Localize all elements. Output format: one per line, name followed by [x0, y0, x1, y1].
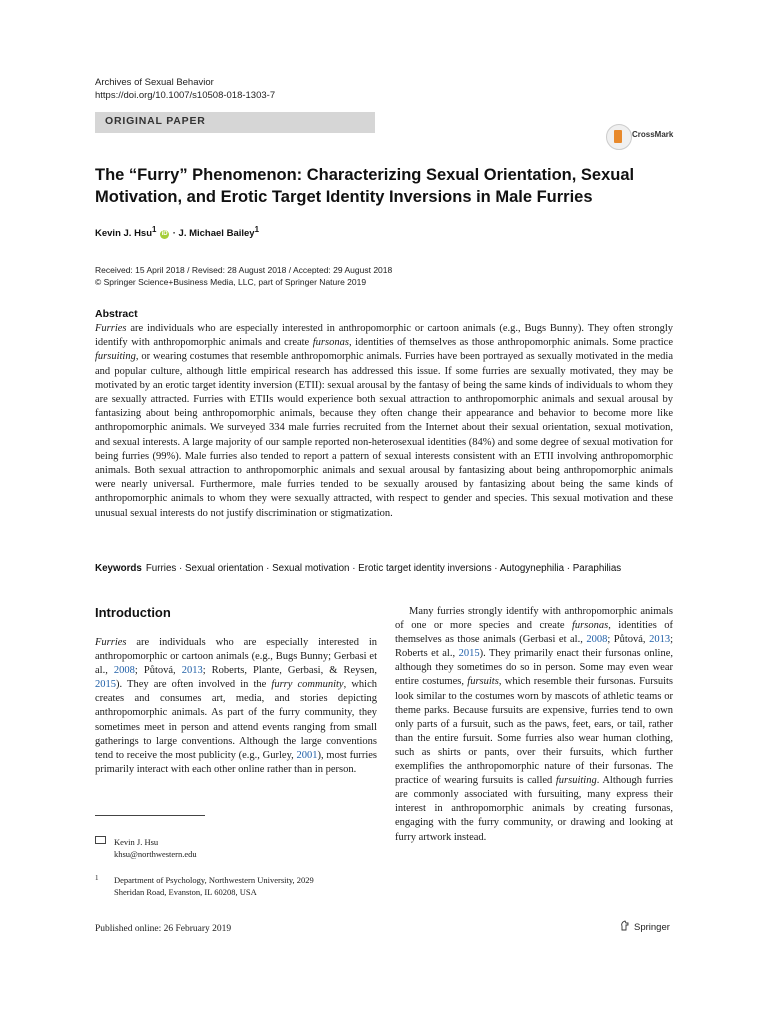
keywords-label: Keywords: [95, 563, 142, 574]
keywords-line: [95, 563, 695, 574]
corresponding-author: [95, 836, 197, 860]
affiliation-marker: 1: [152, 225, 157, 234]
term-fursonas: fursonas: [572, 620, 609, 632]
crossmark-label: CrossMark: [632, 130, 674, 139]
abstract-text: , or wearing costumes that resemble anthropomorphic animals. Furries have been portrayed as sexually motivated in the media and popular culture, although little empirical research has addressed this issue. If some furries are sexually motivated, they may be motivated by an erotic target identity inversion (ETII): sexual arousal by the fantasy of being the same kinds of individuals to whom they are sexually attracted. Furries with ETIIs would experience both sexual attraction to anthropomorphic animals and sexual arousal by fantasizing about being anthropomorphic animals, because they often change their appearance and behavior to become more like anthropomorphic animals. We surveyed 334 male furries recruited from the Internet about their sexual orientation, sexual motivation, and sexual interests. A large majority of our sample reported non-heterosexual identities (84%) and some degree of sexual motivation for being furries (99%). Male furries also tended to report a pattern of sexual interests consistent with an ETII involving anthropomorphic animals. Both sexual attraction to anthropomorphic animals and sexual arousal by fantasizing about being anthropomorphic animals were nearly universal. Furthermore, male furries tended to be sexually aroused by fantasizing about being the same kinds of anthropomorphic animals to whom they were sexually attracted, with respect to gender and species. This sexual motivation and these unusual sexual interests do not justify discrimination or stigmatization.: [95, 351, 673, 519]
affiliation-line: Sheridan Road, Evanston, IL 60208, USA: [114, 887, 257, 897]
author-list: [95, 225, 259, 239]
body-text: ). They are often involved in the: [116, 679, 272, 691]
body-text: are individuals who are especially interested in anthropomorphic or cartoon animals (e.g., Bugs Bunny; Gerbasi et al.,: [95, 637, 377, 677]
term-furries: Furries: [95, 637, 127, 648]
author-name[interactable]: Kevin J. Hsu: [95, 228, 153, 240]
citation-link[interactable]: 2008: [586, 634, 608, 646]
email-link[interactable]: khsu@northwestern.edu: [114, 849, 197, 859]
author-name[interactable]: J. Michael Bailey: [178, 228, 255, 240]
crossmark-badge[interactable]: [606, 124, 686, 150]
body-text: , which resemble their fursonas. Fursuits look similar to the costumes worn by mascots of athletic teams or theme parks. Because fursuits are expensive, furries tend to own only parts of a fursuit, such as the paws, feet, ears, or tail, rather than the entire fursuit. Some furries also wear human clothing, such as shirts or pants, over their fursuits, which further exemplifies the anthropomorphic nature of their fursonas. The practice of wearing fursuits is called: [395, 676, 673, 787]
corresponding-name: Kevin J. Hsu: [114, 837, 159, 847]
keywords-list: Furries · Sexual orientation · Sexual motivation · Erotic target identity inversions · Autogynephilia · Paraphilias: [145, 563, 622, 574]
body-text: ; Roberts, Plante, Gerbasi, & Reysen,: [202, 665, 378, 677]
body-text: Many furries strongly identify with anthropomorphic animals of one or more species and create: [395, 606, 673, 632]
citation-link[interactable]: 2013: [181, 665, 203, 677]
affiliation-footnote: [95, 872, 314, 898]
term-furry-community: furry community: [271, 679, 344, 691]
section-heading-introduction: Introduction: [95, 605, 171, 620]
affiliation-marker: 1: [254, 225, 259, 234]
affiliation-number: 1: [95, 874, 99, 882]
citation-link[interactable]: 2001: [296, 749, 318, 761]
publisher-name: Springer: [634, 922, 670, 933]
body-column-right: [395, 605, 673, 845]
abstract-text: are individuals who are especially interested in anthropomorphic or cartoon animals (e.g., Bugs Bunny). They often strongly identify with anthropomorphic animals and create: [95, 323, 673, 349]
doi-link[interactable]: https://doi.org/10.1007/s10508-018-1303-7: [95, 90, 276, 101]
footnote-divider: [95, 815, 205, 816]
article-title: The “Furry” Phenomenon: Characterizing Sexual Orientation, Sexual Motivation, and Erotic Target Identity Inversions in Male Furries: [95, 166, 635, 206]
journal-name: Archives of Sexual Behavior: [95, 77, 214, 88]
term-furries: Furries: [95, 323, 127, 334]
body-text: ; Roberts et al.,: [395, 634, 673, 660]
orcid-icon[interactable]: iD: [161, 231, 168, 238]
body-text: ). They primarily enact their fursonas online, although they sometimes do so in person. Some may even wear entire costumes,: [395, 648, 673, 688]
article-type-label: ORIGINAL PAPER: [105, 115, 206, 127]
published-date: Published online: 26 February 2019: [95, 924, 232, 934]
springer-horse-icon: [620, 920, 630, 931]
term-fursonas: fursonas: [312, 337, 349, 349]
envelope-icon: [95, 836, 106, 844]
article-history: [95, 264, 392, 288]
copyright-line: © Springer Science+Business Media, LLC, part of Springer Nature 2019: [95, 277, 367, 287]
citation-link[interactable]: 2013: [649, 634, 671, 646]
citation-link[interactable]: 2015: [458, 648, 480, 660]
abstract-body: [95, 322, 673, 521]
citation-link[interactable]: 2008: [113, 665, 135, 677]
body-text: ; Půtová,: [134, 665, 182, 677]
term-fursuiting: fursuiting: [555, 775, 597, 787]
journal-header: [95, 76, 275, 102]
body-column-left: [95, 636, 377, 777]
affiliation-line: Department of Psychology, Northwestern University, 2029: [114, 875, 314, 885]
author-separator: ·: [172, 228, 176, 240]
body-text: ; Půtová,: [607, 634, 650, 646]
crossmark-icon: [606, 124, 632, 150]
abstract-heading: Abstract: [95, 308, 138, 320]
abstract-text: , identities of themselves as those anthropomorphic animals. Some practice: [348, 337, 673, 349]
publisher-logo: [620, 920, 670, 933]
body-text: , identities of themselves as those animals (Gerbasi et al.,: [395, 620, 673, 646]
body-text: . Although furries are commonly associated with fursuiting, many express their interest in anthropomorphic animals by creating fursonas, engaging with the furry community, or drawing and looking at furry artwork instead.: [395, 775, 674, 843]
received-dates: Received: 15 April 2018 / Revised: 28 August 2018 / Accepted: 29 August 2018: [95, 265, 393, 275]
citation-link[interactable]: 2015: [95, 679, 116, 691]
body-text: , which creates and consumes art, media, and stories depicting anthropomorphic animals. As part of the furry community, they sometimes meet in person and attend events ranging from small gatherings to large conventions. Although the large conventions tend to receive the most publicity (e.g., Gurley,: [95, 679, 377, 761]
body-text: ), most furries primarily interact with each other online rather than in person.: [95, 749, 377, 775]
term-fursuits: fursuits: [467, 676, 499, 688]
term-fursuiting: fursuiting: [95, 351, 136, 363]
